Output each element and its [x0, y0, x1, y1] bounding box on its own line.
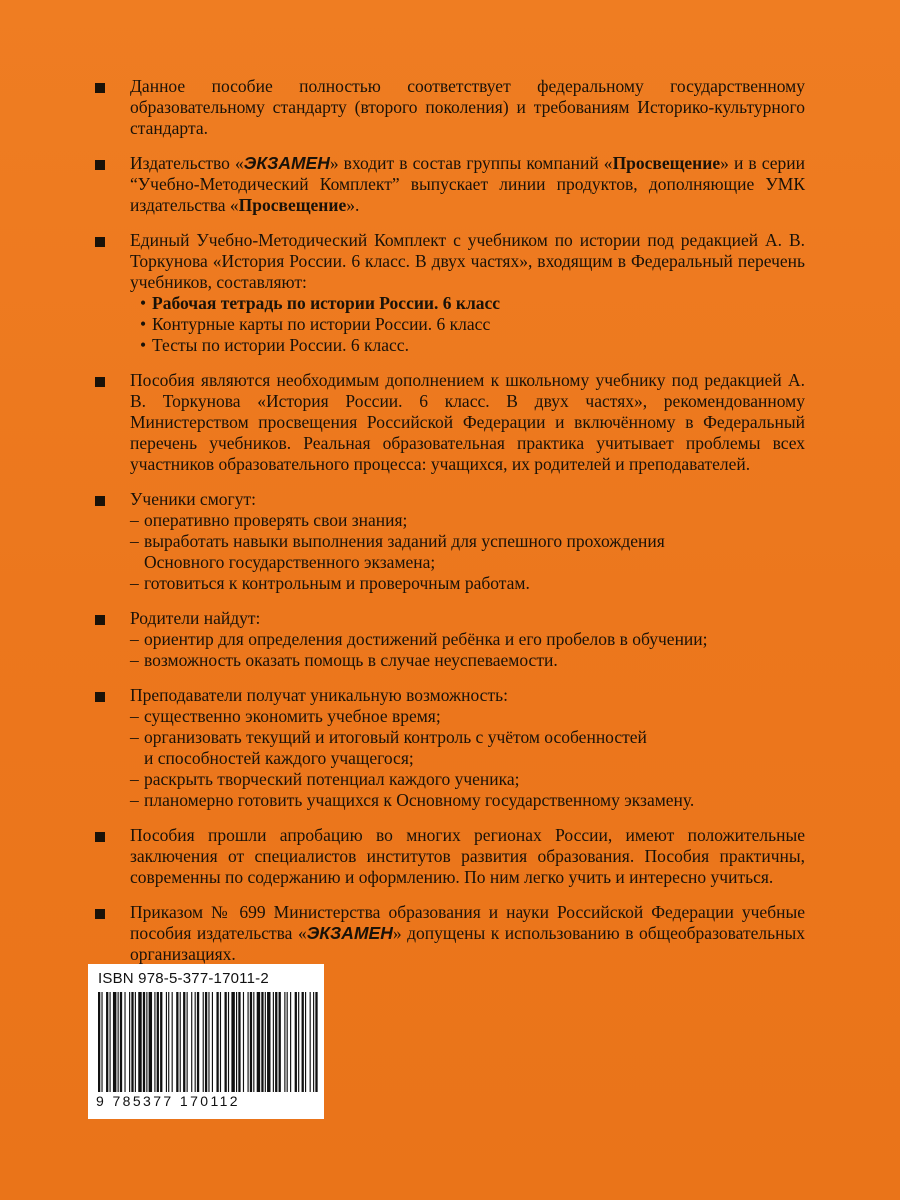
teachers-heading: Преподаватели получат уникальную возможность: [130, 685, 508, 705]
square-bullet-icon [95, 496, 105, 506]
publisher-text-3: » и в серии “Учебно-Методический Комплект” выпускает линии продуктов, дополняющие УМК издательства « [130, 153, 806, 215]
section-order [95, 902, 805, 965]
dot-bullet-icon: • [140, 314, 147, 334]
publisher-text-4: ». [346, 195, 360, 215]
section-teachers [95, 685, 805, 811]
students-item: – оперативно проверять свои знания; [130, 510, 408, 530]
umk-item [130, 314, 805, 335]
students-heading: Ученики смогут: [130, 489, 256, 509]
supplement-text: Пособия являются необходимым дополнением к школьному учебнику под редакцией А. В. Торкунова «История России. 6 класс. В двух частях», рекомендованному Министерством просвещения Российской Федерации и включённому в Федеральный перечень учебников. Реальная образовательная практика учитывает проблемы всех участников образовательного процесса: учащихся, их родителей и преподавателей. [130, 370, 805, 474]
order-text-1: Приказом № 699 Министерства образования и науки Российской Федерации учебные пособия издательства « [130, 902, 805, 943]
teachers-item: – существенно экономить учебное время; [130, 706, 441, 726]
teachers-item-label: планомерно готовить учащихся к Основному государственному экзамену. [144, 790, 695, 810]
standard-text: Данное пособие полностью соответствует федеральному государственному образовательному стандарту (второго поколения) и требованиям Историко-культурного стандарта. [130, 76, 805, 138]
dot-bullet-icon: • [140, 335, 147, 355]
students-item: – выработать навыки выполнения заданий для успешного прохождения [130, 531, 665, 551]
umk-item-label: Рабочая тетрадь по истории России. 6 класс [152, 293, 501, 313]
prosveshchenie-name: Просвещение [612, 153, 721, 173]
barcode-digits: 9 785377 170112 [96, 1093, 240, 1109]
section-supplement [95, 370, 805, 475]
parents-item: – возможность оказать помощь в случае неуспеваемости. [130, 650, 558, 670]
square-bullet-icon [95, 237, 105, 247]
section-parents [95, 608, 805, 671]
square-bullet-icon [95, 615, 105, 625]
teachers-item-continuation: и способностей каждого учащегося; [144, 748, 414, 768]
section-approval [95, 825, 805, 888]
square-bullet-icon [95, 83, 105, 93]
order-brand: ЭКЗАМЕН [306, 923, 393, 943]
barcode-icon [96, 992, 318, 1092]
teachers-item: – раскрыть творческий потенциал каждого ученика; [130, 769, 520, 789]
publisher-text-2: » входит в состав группы компаний « [329, 153, 613, 173]
teachers-item-label: раскрыть творческий потенциал каждого ученика; [144, 769, 520, 789]
square-bullet-icon [95, 692, 105, 702]
section-umk [95, 230, 805, 356]
isbn-barcode-block [88, 964, 324, 1119]
parents-item: – ориентир для определения достижений ребёнка и его пробелов в обучении; [130, 629, 708, 649]
isbn-label: ISBN 978-5-377-17011-2 [98, 970, 269, 987]
students-item-label: выработать навыки выполнения заданий для успешного прохождения [144, 531, 665, 551]
teachers-item: – организовать текущий и итоговый контроль с учётом особенностей [130, 727, 647, 747]
students-item-label: оперативно проверять свои знания; [144, 510, 408, 530]
publisher-text-1: Издательство « [130, 153, 244, 173]
umk-item [130, 293, 805, 314]
square-bullet-icon [95, 909, 105, 919]
cover-text [95, 76, 805, 979]
students-item-label: готовиться к контрольным и проверочным работам. [144, 573, 530, 593]
order-text-2: » допущены к использованию в общеобразовательных организациях. [130, 923, 805, 964]
teachers-item-label: организовать текущий и итоговый контроль с учётом особенностей [144, 727, 647, 747]
parents-heading: Родители найдут: [130, 608, 261, 628]
teachers-item: – планомерно готовить учащихся к Основному государственному экзамену. [130, 790, 695, 810]
dot-bullet-icon: • [140, 293, 147, 313]
umk-item-label: Тесты по истории России. 6 класс. [152, 335, 409, 355]
parents-item-label: возможность оказать помощь в случае неуспеваемости. [144, 650, 558, 670]
square-bullet-icon [95, 160, 105, 170]
prosveshchenie-name-2: Просвещение [238, 195, 347, 215]
students-item-continuation: Основного государственного экзамена; [144, 552, 436, 572]
section-publisher [95, 153, 805, 216]
publisher-brand: ЭКЗАМЕН [243, 153, 330, 173]
umk-intro: Единый Учебно-Методический Комплект с учебником по истории под редакцией А. В. Торкунова «История России. 6 класс. В двух частях», входящим в Федеральный перечень учебников, составляют: [130, 230, 805, 292]
approval-text: Пособия прошли апробацию во многих регионах России, имеют положительные заключения от специалистов институтов развития образования. Пособия практичны, современны по содержанию и оформлению. По ним легко учить и интересно учиться. [130, 825, 805, 887]
section-students [95, 489, 805, 594]
umk-item-label: Контурные карты по истории России. 6 класс [152, 314, 491, 334]
teachers-item-label: существенно экономить учебное время; [144, 706, 441, 726]
square-bullet-icon [95, 377, 105, 387]
parents-item-label: ориентир для определения достижений ребёнка и его пробелов в обучении; [144, 629, 708, 649]
umk-item [130, 335, 805, 356]
square-bullet-icon [95, 832, 105, 842]
students-item: – готовиться к контрольным и проверочным работам. [130, 573, 530, 593]
section-standard [95, 76, 805, 139]
